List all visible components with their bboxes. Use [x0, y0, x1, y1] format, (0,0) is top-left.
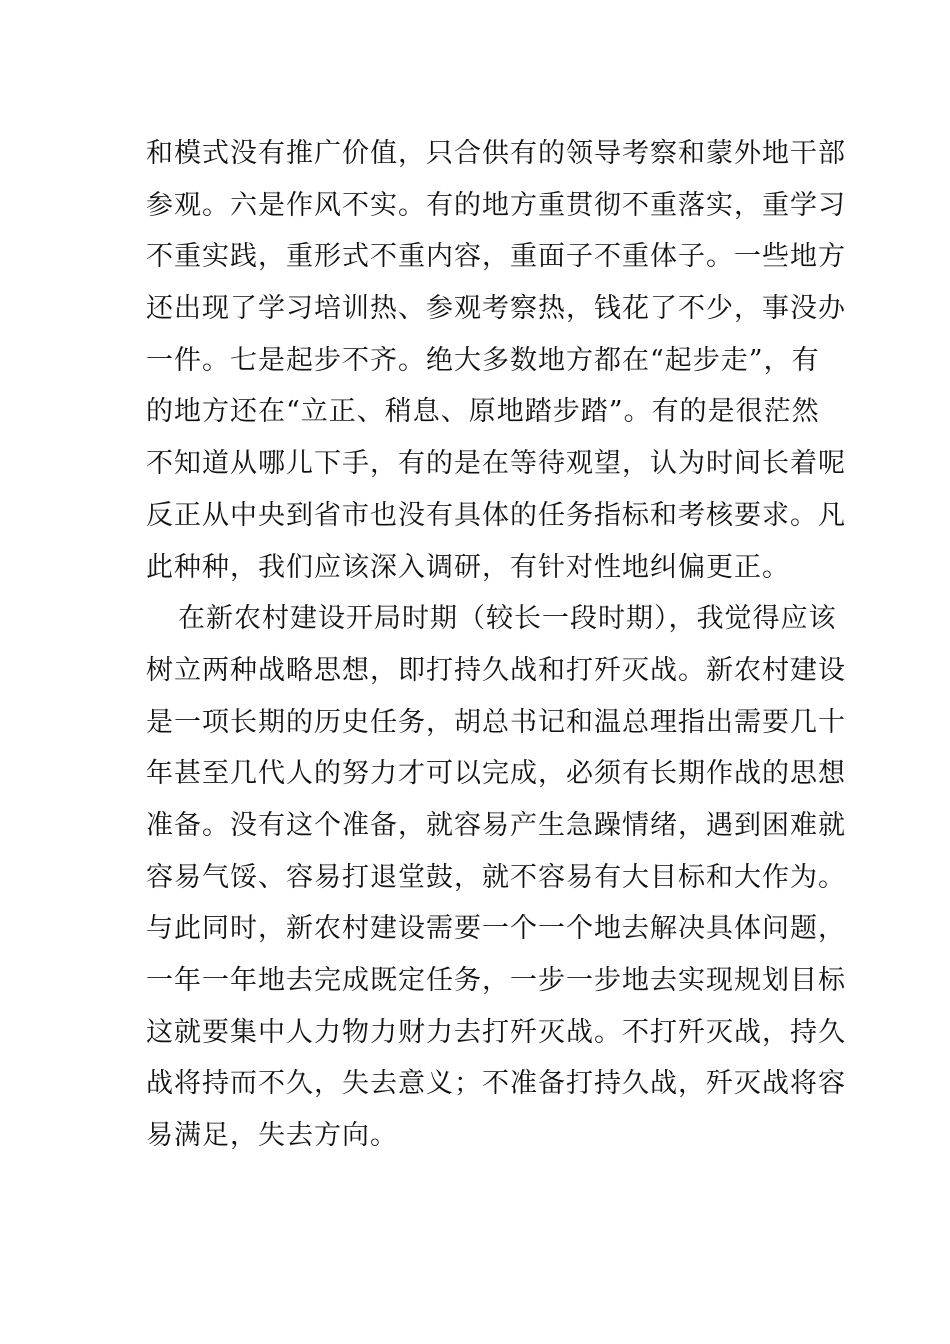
text-line: 树立两种战略思想，即打持久战和打歼灭战。新农村建设: [146, 654, 846, 686]
text-line: 不知道从哪儿下手，有的是在等待观望，认为时间长着呢: [146, 448, 846, 480]
text-line: 和模式没有推广价值，只合供有的领导考察和蒙外地干部: [146, 138, 846, 169]
text-line: 此种种，我们应该深入调研，有针对性地纠偏更正。: [146, 551, 790, 583]
text-line: 还出现了学习培训热、参观考察热，钱花了不少，事没办: [146, 293, 846, 325]
text-line: 的地方还在“立正、稍息、原地踏步踏”。有的是很茫然: [146, 396, 820, 428]
text-line: 不重实践，重形式不重内容，重面子不重体子。一些地方: [146, 241, 846, 273]
text-line: 是一项长期的历史任务，胡总书记和温总理指出需要几十: [146, 706, 846, 738]
text-line: 这就要集中人力物力财力去打歼灭战。不打歼灭战，持久: [146, 1016, 846, 1048]
text-line: 易满足，失去方向。: [146, 1120, 398, 1152]
text-line: 战将持而不久，失去意义；不准备打持久战，歼灭战将容: [146, 1068, 846, 1100]
text-line: 一年一年地去完成既定任务，一步一步地去实现规划目标: [146, 965, 846, 996]
text-line: 准备。没有这个准备，就容易产生急躁情绪，遇到困难就: [146, 809, 846, 841]
paragraph-start-line: 在新农村建设开局时期（较长一段时期），我觉得应该: [178, 603, 837, 635]
body-text: [146, 128, 846, 1162]
text-line: 反正从中央到省市也没有具体的任务指标和考核要求。凡: [146, 499, 846, 531]
text-line: 与此同时，新农村建设需要一个一个地去解决具体问题，: [146, 913, 846, 945]
text-line: 容易气馁、容易打退堂鼓，就不容易有大目标和大作为。: [146, 861, 846, 893]
text-line: 参观。六是作风不实。有的地方重贯彻不重落实，重学习: [146, 189, 846, 221]
text-line: 一件。七是起步不齐。绝大多数地方都在“起步走”，有: [146, 344, 820, 376]
text-line: 年甚至几代人的努力才可以完成，必须有长期作战的思想: [146, 758, 846, 790]
